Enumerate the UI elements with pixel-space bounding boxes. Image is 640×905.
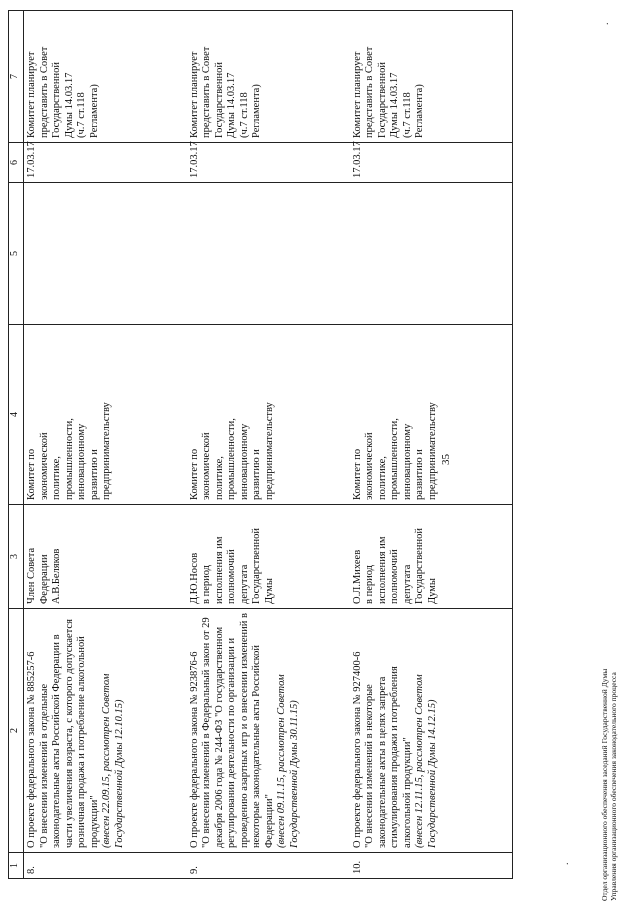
bill-intro: О проекте федерального закона № 885257-6 [26, 651, 37, 848]
dot-mark: . [600, 22, 611, 25]
header-col-6: 6 [9, 143, 24, 183]
bill-author: О.Л.Михеев в период исполнения им полномочий депутата Государственной Думы [350, 505, 513, 609]
header-col-7: 7 [9, 11, 24, 143]
row-number: 9. [187, 853, 350, 879]
bill-name: "О внесении изменений в отдельные законодательные акты Российской Федерации в части увеличения возраста, с которого допускается розничная продажа и потребление алкогольной продукции" [38, 619, 100, 848]
header-col-3: 3 [9, 505, 24, 609]
table-row [350, 11, 513, 879]
plan-cell: Комитет планирует представить в Совет Государственной Думы 14.03.17 (ч.7 ст.118 Регламента) [24, 11, 187, 143]
date-cell: 17.03.17 [24, 143, 187, 183]
bill-author: Член Совета Федерации А.В.Беляков [24, 505, 187, 609]
row-number: 10. [350, 853, 513, 879]
bill-note: (внесен 22.09.15, рассмотрен Советом Государственной Думы 12.10.15) [101, 673, 125, 848]
responsible-committee: Комитет по экономической политике, промышленности, инновационному развитию и предпринимательству [350, 325, 513, 505]
responsible-committee: Комитет по экономической политике, промышленности, инновационному развитию и предпринимательству [187, 325, 350, 505]
column-5-cell [187, 183, 350, 325]
header-col-5: 5 [9, 183, 24, 325]
date-cell: 17.03.17 [187, 143, 350, 183]
footer [600, 669, 618, 901]
header-col-2: 2 [9, 609, 24, 853]
header-col-4: 4 [9, 325, 24, 505]
bill-name: "О внесении изменений в Федеральный закон от 29 декабря 2006 года № 244-ФЗ "О государственном регулировании деятельности по организации и проведению азартных игр и о внесении изменений в некоторые законодательные акты Российской Федерации" [201, 613, 275, 848]
header-col-1: 1 [9, 853, 24, 879]
bill-intro: О проекте федерального закона № 927400-6 [351, 651, 363, 848]
table-row [187, 11, 350, 879]
table-header-row [9, 11, 24, 879]
plan-cell: Комитет планирует представить в Совет Государственной Думы 14.03.17 (ч.7 ст.118 Регламента) [350, 11, 513, 143]
bill-cell [187, 609, 350, 853]
bill-cell [24, 609, 187, 853]
bill-author: Д.Ю.Носов в период исполнения им полномочий депутата Государственной Думы [187, 505, 350, 609]
responsible-committee: Комитет по экономической политике, промышленности, инновационному развитию и предпринимательству [24, 325, 187, 505]
bill-note: (внесен 09.11.15, рассмотрен Советом Государственной Думы 30.11.15) [276, 674, 300, 848]
bill-cell [350, 609, 513, 853]
dot-mark: . [560, 862, 571, 865]
date-cell: 17.03.17 [350, 143, 513, 183]
column-5-cell [24, 183, 187, 325]
column-5-cell [350, 183, 513, 325]
footer-line-1: Отдел организационного обеспечения заседаний Государственной Думы [600, 668, 609, 901]
footer-line-2: Управления организационного обеспечения законодательного процесса [609, 672, 618, 901]
row-number: 8. [24, 853, 187, 879]
table-row [24, 11, 187, 879]
page-number: 35 [440, 454, 452, 465]
bill-intro: О проекте федерального закона № 923876-6 [188, 651, 200, 848]
bill-note: (внесен 12.11.15, рассмотрен Советом Государственной Думы 14.12.15) [414, 674, 438, 848]
bill-name: "О внесении изменений в некоторые законодательные акты в целях запрета стимулирования продажи и потребления алкогольной продукции" [364, 666, 413, 848]
plan-cell: Комитет планирует представить в Совет Государственной Думы 14.03.17 (ч.7 ст.118 Регламента) [187, 11, 350, 143]
bills-table [8, 10, 513, 879]
